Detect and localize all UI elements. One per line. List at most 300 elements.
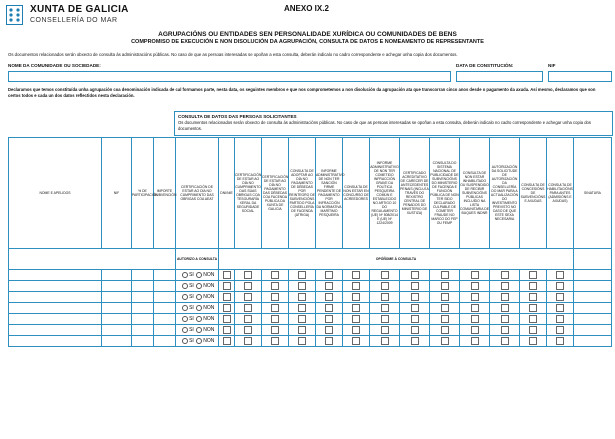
oppose-cell: [370, 336, 400, 347]
no-radio[interactable]: [196, 294, 203, 301]
column-header: CONSULTA DE CONCESIÓNS DE SUBVENCIÓNS E AXUDAS: [520, 138, 547, 249]
oppose-consult-label: OPÓÑOME Á CONSULTA: [219, 249, 574, 270]
oppose-checkbox[interactable]: [471, 271, 479, 279]
oppose-checkbox[interactable]: [223, 304, 231, 312]
member-nif-cell[interactable]: [102, 336, 132, 347]
oppose-checkbox[interactable]: [271, 271, 279, 279]
participation-cell[interactable]: [132, 314, 154, 325]
oppose-cell: [370, 281, 400, 292]
consent-header-row: [9, 249, 612, 270]
yes-label: SI: [189, 294, 194, 301]
oppose-checkbox[interactable]: [223, 326, 231, 334]
oppose-checkbox[interactable]: [244, 293, 252, 301]
yes-label: SI: [189, 327, 194, 334]
oppose-checkbox[interactable]: [529, 315, 537, 323]
oppose-cell: [262, 292, 289, 303]
community-name-label: NOME DA COMUNIDADE OU SOCIEDADE:: [8, 63, 101, 68]
oppose-checkbox[interactable]: [381, 315, 389, 323]
oppose-checkbox[interactable]: [381, 282, 389, 290]
declaration-text: Declaramos que temos constituída unha agrupación coa denominación indicada de cal formamos parte, nesta data, os seguintes membros e que nos comprometemos a non disolución da agrupación ata que transcorran cinco anos desde o pagamento da axuda. Así mesmo, declaramos que son certos todos e cada un dos datos reflectidos nesta declaración.: [8, 87, 596, 98]
yes-radio[interactable]: [182, 305, 189, 312]
subsidy-amount-cell[interactable]: [154, 336, 176, 347]
oppose-cell: [430, 292, 460, 303]
oppose-checkbox[interactable]: [298, 326, 306, 334]
participation-cell[interactable]: [132, 270, 154, 281]
annex-label: ANEXO IX.2: [284, 4, 329, 13]
oppose-checkbox[interactable]: [244, 326, 252, 334]
intro-text: Os documentos relacionados serán obxecto de consulta ás administracións públicas. No caso de que as persoas interesadas se opoñan a esta consulta, deberán indicalo no cadro correspondente e achegar unha copia dos documentos.: [8, 52, 458, 57]
oppose-cell: [219, 314, 235, 325]
signature-cell[interactable]: [574, 325, 612, 336]
oppose-checkbox[interactable]: [441, 293, 449, 301]
table-row: [9, 303, 612, 314]
member-nif-cell[interactable]: [102, 303, 132, 314]
oppose-cell: [460, 336, 490, 347]
aeat-consent-cell: [176, 314, 219, 325]
aeat-consent-cell: [176, 303, 219, 314]
oppose-cell: [490, 281, 520, 292]
oppose-checkbox[interactable]: [411, 337, 419, 345]
oppose-checkbox[interactable]: [471, 304, 479, 312]
oppose-cell: [460, 314, 490, 325]
column-header: CONSULTA DE HABILITACIÓNS PARA ANTES (ADMISIÓNS E AXUDAS): [547, 138, 574, 249]
oppose-checkbox[interactable]: [352, 271, 360, 279]
oppose-checkbox[interactable]: [244, 304, 252, 312]
no-label: NON: [203, 283, 215, 290]
oppose-cell: [460, 325, 490, 336]
oppose-checkbox[interactable]: [556, 326, 564, 334]
oppose-cell: [547, 292, 574, 303]
oppose-checkbox[interactable]: [352, 293, 360, 301]
oppose-cell: [370, 314, 400, 325]
oppose-cell: [316, 281, 343, 292]
oppose-checkbox[interactable]: [298, 337, 306, 345]
yes-radio[interactable]: [182, 327, 189, 334]
oppose-checkbox[interactable]: [529, 304, 537, 312]
member-name-cell[interactable]: [9, 325, 102, 336]
column-header: IMPORTE SUBVENCIÓN: [154, 138, 176, 249]
oppose-cell: [547, 303, 574, 314]
oppose-checkbox[interactable]: [223, 337, 231, 345]
table-row: [9, 314, 612, 325]
signature-cell[interactable]: [574, 303, 612, 314]
no-radio[interactable]: [196, 272, 203, 279]
oppose-checkbox[interactable]: [556, 337, 564, 345]
members-table: [8, 137, 612, 347]
oppose-checkbox[interactable]: [352, 326, 360, 334]
oppose-checkbox[interactable]: [411, 282, 419, 290]
oppose-cell: [289, 281, 316, 292]
oppose-checkbox[interactable]: [244, 315, 252, 323]
oppose-cell: [370, 325, 400, 336]
oppose-checkbox[interactable]: [501, 282, 509, 290]
oppose-checkbox[interactable]: [325, 326, 333, 334]
oppose-checkbox[interactable]: [325, 304, 333, 312]
oppose-cell: [316, 270, 343, 281]
oppose-cell: [262, 336, 289, 347]
subsidy-amount-cell[interactable]: [154, 292, 176, 303]
oppose-checkbox[interactable]: [411, 271, 419, 279]
table-header-row: [9, 138, 612, 249]
oppose-checkbox[interactable]: [271, 293, 279, 301]
yes-radio[interactable]: [182, 338, 189, 345]
yes-radio[interactable]: [182, 272, 189, 279]
oppose-checkbox[interactable]: [352, 304, 360, 312]
no-radio[interactable]: [196, 305, 203, 312]
oppose-cell: [430, 281, 460, 292]
oppose-cell: [520, 314, 547, 325]
column-header: % DE PARTICIPACIÓN: [132, 138, 154, 249]
participation-cell[interactable]: [132, 281, 154, 292]
oppose-cell: [430, 336, 460, 347]
column-header: NOME E APELIDOS: [9, 138, 102, 249]
oppose-checkbox[interactable]: [529, 326, 537, 334]
oppose-checkbox[interactable]: [223, 271, 231, 279]
oppose-cell: [370, 270, 400, 281]
subsidy-amount-cell[interactable]: [154, 325, 176, 336]
oppose-cell: [289, 325, 316, 336]
column-header: NIF: [102, 138, 132, 249]
oppose-checkbox[interactable]: [325, 315, 333, 323]
oppose-checkbox[interactable]: [381, 337, 389, 345]
oppose-checkbox[interactable]: [223, 315, 231, 323]
oppose-cell: [289, 270, 316, 281]
oppose-cell: [289, 336, 316, 347]
oppose-checkbox[interactable]: [298, 271, 306, 279]
signature-cell[interactable]: [574, 281, 612, 292]
table-row: [9, 281, 612, 292]
oppose-checkbox[interactable]: [471, 293, 479, 301]
member-nif-cell[interactable]: [102, 281, 132, 292]
oppose-cell: [460, 281, 490, 292]
oppose-cell: [520, 325, 547, 336]
oppose-cell: [219, 303, 235, 314]
column-header: CONSULTA DE NON ESTAR INHABILITADO OU SUSPENDIDO DE RECIBIR SUBVENCIÓNS PÚBLICAS INCLUÍDO NA LISTA COMUNITARIA DE BUQUES INDNR: [460, 138, 490, 249]
oppose-cell: [316, 314, 343, 325]
oppose-cell: [343, 336, 370, 347]
oppose-cell: [262, 325, 289, 336]
column-header: SINATURA: [574, 138, 612, 249]
participation-cell[interactable]: [132, 325, 154, 336]
signature-cell[interactable]: [574, 336, 612, 347]
member-nif-cell[interactable]: [102, 270, 132, 281]
oppose-checkbox[interactable]: [556, 293, 564, 301]
oppose-cell: [520, 292, 547, 303]
oppose-cell: [370, 303, 400, 314]
oppose-cell: [289, 314, 316, 325]
yes-label: SI: [189, 283, 194, 290]
no-radio[interactable]: [196, 316, 203, 323]
no-radio[interactable]: [196, 327, 203, 334]
oppose-cell: [316, 336, 343, 347]
oppose-checkbox[interactable]: [298, 293, 306, 301]
table-row: [9, 336, 612, 347]
oppose-cell: [520, 270, 547, 281]
oppose-checkbox[interactable]: [271, 337, 279, 345]
member-name-cell[interactable]: [9, 292, 102, 303]
oppose-checkbox[interactable]: [223, 282, 231, 290]
yes-radio[interactable]: [182, 316, 189, 323]
member-nif-cell[interactable]: [102, 314, 132, 325]
column-header: INFORME ADMINISTRATIVO DE NON TER COMETIDO INFRACCIÓN GRAVE DA POLÍTICA PESQUEIRA COMÚN E ESTABLECIDO NO ARTIGO 10 DO REGULAMENTO (UE) Nº 508/2014 E (UE) Nº 1224/2009: [370, 138, 400, 249]
oppose-cell: [430, 325, 460, 336]
column-header: CERTIFICACIÓN DE ESTAR AO DÍA NO CUMPRIMENTO DAS SÚAS OBRIGAS COA TESOURARÍA XERAL DA SEGURIDADE SOCIAL: [235, 138, 262, 249]
aeat-consent-cell: [176, 336, 219, 347]
column-header: DNI/NIE: [219, 138, 235, 249]
oppose-cell: [400, 303, 430, 314]
subsidy-amount-cell[interactable]: [154, 303, 176, 314]
oppose-checkbox[interactable]: [471, 326, 479, 334]
oppose-checkbox[interactable]: [529, 271, 537, 279]
oppose-cell: [490, 314, 520, 325]
oppose-cell: [400, 314, 430, 325]
oppose-cell: [262, 314, 289, 325]
oppose-checkbox[interactable]: [223, 293, 231, 301]
page-title: AGRUPACIÓNS OU ENTIDADES SEN PERSONALIDADE XURÍDICA OU COMUNIDADES DE BENS: [158, 31, 457, 38]
participation-cell[interactable]: [132, 292, 154, 303]
oppose-checkbox[interactable]: [298, 315, 306, 323]
oppose-checkbox[interactable]: [244, 337, 252, 345]
oppose-checkbox[interactable]: [381, 271, 389, 279]
oppose-cell: [235, 336, 262, 347]
oppose-checkbox[interactable]: [529, 282, 537, 290]
oppose-cell: [343, 270, 370, 281]
oppose-cell: [520, 281, 547, 292]
oppose-cell: [219, 292, 235, 303]
oppose-cell: [430, 303, 460, 314]
subsidy-amount-cell[interactable]: [154, 270, 176, 281]
oppose-cell: [235, 325, 262, 336]
oppose-checkbox[interactable]: [271, 304, 279, 312]
oppose-checkbox[interactable]: [411, 326, 419, 334]
oppose-checkbox[interactable]: [325, 293, 333, 301]
oppose-checkbox[interactable]: [271, 326, 279, 334]
no-radio[interactable]: [196, 283, 203, 290]
oppose-checkbox[interactable]: [441, 326, 449, 334]
oppose-cell: [490, 303, 520, 314]
oppose-cell: [490, 292, 520, 303]
oppose-cell: [262, 281, 289, 292]
yes-label: SI: [189, 338, 194, 345]
yes-radio[interactable]: [182, 283, 189, 290]
oppose-cell: [289, 303, 316, 314]
oppose-checkbox[interactable]: [352, 282, 360, 290]
subsidy-amount-cell[interactable]: [154, 314, 176, 325]
oppose-cell: [520, 303, 547, 314]
member-name-cell[interactable]: [9, 303, 102, 314]
no-label: NON: [203, 305, 215, 312]
nif-label: NIF: [548, 63, 556, 68]
no-label: NON: [203, 327, 215, 334]
oppose-cell: [343, 325, 370, 336]
member-name-cell[interactable]: [9, 281, 102, 292]
oppose-cell: [460, 270, 490, 281]
oppose-checkbox[interactable]: [501, 315, 509, 323]
oppose-checkbox[interactable]: [529, 293, 537, 301]
oppose-cell: [460, 303, 490, 314]
oppose-checkbox[interactable]: [556, 315, 564, 323]
table-row: [9, 292, 612, 303]
yes-radio[interactable]: [182, 294, 189, 301]
oppose-cell: [400, 325, 430, 336]
no-label: NON: [203, 272, 215, 279]
oppose-checkbox[interactable]: [381, 293, 389, 301]
member-name-cell[interactable]: [9, 270, 102, 281]
oppose-cell: [235, 281, 262, 292]
oppose-cell: [219, 325, 235, 336]
org-logo: [6, 3, 136, 28]
oppose-checkbox[interactable]: [501, 271, 509, 279]
oppose-checkbox[interactable]: [381, 304, 389, 312]
oppose-checkbox[interactable]: [325, 337, 333, 345]
oppose-checkbox[interactable]: [411, 304, 419, 312]
participation-cell[interactable]: [132, 303, 154, 314]
oppose-checkbox[interactable]: [529, 337, 537, 345]
oppose-cell: [430, 314, 460, 325]
community-name-field[interactable]: [8, 71, 451, 82]
oppose-checkbox[interactable]: [441, 304, 449, 312]
oppose-checkbox[interactable]: [501, 293, 509, 301]
participation-cell[interactable]: [132, 336, 154, 347]
oppose-cell: [400, 281, 430, 292]
consult-info-box: [174, 111, 613, 136]
oppose-cell: [547, 314, 574, 325]
constitution-date-field[interactable]: [456, 71, 543, 82]
oppose-cell: [343, 303, 370, 314]
nif-field[interactable]: [548, 71, 612, 82]
oppose-cell: [547, 325, 574, 336]
signature-cell[interactable]: [574, 314, 612, 325]
oppose-cell: [316, 325, 343, 336]
oppose-cell: [547, 281, 574, 292]
empty-cell: [574, 249, 612, 270]
oppose-checkbox[interactable]: [352, 315, 360, 323]
oppose-checkbox[interactable]: [352, 337, 360, 345]
oppose-checkbox[interactable]: [381, 326, 389, 334]
oppose-cell: [219, 281, 235, 292]
org-name: XUNTA DE GALICIA: [30, 4, 129, 15]
no-radio[interactable]: [196, 338, 203, 345]
oppose-checkbox[interactable]: [471, 337, 479, 345]
no-label: NON: [203, 316, 215, 323]
oppose-checkbox[interactable]: [271, 315, 279, 323]
consult-info-text: Os documentos relacionados serán obxecto de consulta ás administracións públicas. No caso de que as persoas interesadas se opoñan a esta consulta, deberán indicalo no cadro correspondente e achegar unha copia dos documentos.: [178, 120, 591, 131]
aeat-consent-cell: [176, 292, 219, 303]
oppose-cell: [520, 336, 547, 347]
oppose-checkbox[interactable]: [244, 271, 252, 279]
oppose-cell: [262, 270, 289, 281]
member-name-cell[interactable]: [9, 314, 102, 325]
oppose-cell: [460, 292, 490, 303]
oppose-cell: [547, 270, 574, 281]
oppose-cell: [316, 292, 343, 303]
oppose-checkbox[interactable]: [501, 337, 509, 345]
oppose-checkbox[interactable]: [556, 304, 564, 312]
empty-cell: [9, 249, 176, 270]
yes-label: SI: [189, 316, 194, 323]
aeat-consent-cell: [176, 325, 219, 336]
oppose-cell: [490, 325, 520, 336]
signature-cell[interactable]: [574, 270, 612, 281]
oppose-cell: [400, 336, 430, 347]
table-row: [9, 270, 612, 281]
column-header: INFORME ADMINISTRATIVO DE NON TER SANCIÓN FIRME PENDENTE DE PAGAMENTO POR INFRACCIÓN DA NORMATIVA MARÍTIMO PESQUEIRA: [316, 138, 343, 249]
oppose-checkbox[interactable]: [471, 315, 479, 323]
oppose-checkbox[interactable]: [325, 271, 333, 279]
oppose-checkbox[interactable]: [441, 271, 449, 279]
consult-info-title: CONSULTA DE DATOS DAS PERSOAS SOLICITANTES: [178, 114, 297, 119]
oppose-checkbox[interactable]: [441, 315, 449, 323]
oppose-cell: [343, 314, 370, 325]
oppose-cell: [262, 303, 289, 314]
oppose-cell: [235, 303, 262, 314]
org-department: CONSELLERÍA DO MAR: [30, 17, 118, 24]
constitution-date-label: DATA DE CONSTITUCIÓN:: [456, 63, 514, 68]
yes-label: SI: [189, 305, 194, 312]
signature-cell[interactable]: [574, 292, 612, 303]
column-header: CERTIFICACIÓN DE ESTAR AO DÍA NO PAGAMENTO DAS DÉBEDAS COA FACENDA PÚBLICA DA XUNTA DE GALICIA: [262, 138, 289, 249]
subsidy-amount-cell[interactable]: [154, 281, 176, 292]
no-label: NON: [203, 338, 215, 345]
column-header: CONSULTA DE NON ESTAR EN CONCURSO DE ACREEDORES: [343, 138, 370, 249]
oppose-cell: [370, 292, 400, 303]
oppose-cell: [343, 281, 370, 292]
oppose-cell: [235, 270, 262, 281]
column-header: CONSULTA DO SISTEMA NACIONAL DE PUBLICIDADE DE SUBVENCIÓNS DO MINISTERIO DE FACENDA E FUNCIÓN PÚBLICA DE NON TER SIDO DECLARADO CULPABLE DE COMETER FRAUDE NO MARCO DO FEP OU FEMP: [430, 138, 460, 249]
oppose-cell: [343, 292, 370, 303]
column-header: CONSULTA DE ADOPTAR AO DÍA NO PAGAMENTO DE DÉBEDAS POR REINTEGRO DE SUBVENCIÓNS PARTIDO POLA CONSELLERÍA DE FACENDA (ATRIGA): [289, 138, 316, 249]
no-label: NON: [203, 294, 215, 301]
oppose-cell: [430, 270, 460, 281]
oppose-cell: [547, 336, 574, 347]
oppose-cell: [400, 270, 430, 281]
oppose-checkbox[interactable]: [271, 282, 279, 290]
aeat-consent-cell: [176, 270, 219, 281]
authorize-consult-label: AUTORIZO A CONSULTA: [176, 249, 219, 270]
oppose-cell: [316, 303, 343, 314]
oppose-checkbox[interactable]: [298, 282, 306, 290]
oppose-checkbox[interactable]: [556, 271, 564, 279]
oppose-cell: [219, 270, 235, 281]
oppose-checkbox[interactable]: [471, 282, 479, 290]
member-nif-cell[interactable]: [102, 292, 132, 303]
member-name-cell[interactable]: [9, 336, 102, 347]
oppose-checkbox[interactable]: [501, 304, 509, 312]
oppose-cell: [235, 314, 262, 325]
member-nif-cell[interactable]: [102, 325, 132, 336]
oppose-checkbox[interactable]: [441, 337, 449, 345]
column-header: AUTORIZACIÓN DA SOLICITUDE DE AUTORIZACIÓN DA CONSELLERÍA DO MAR PARA A ACTUALIZACIÓN DO INVESTIMENTO PREVISTO NO CASO DE QUE ESTE SEXA NECESARIA: [490, 138, 520, 249]
oppose-checkbox[interactable]: [501, 326, 509, 334]
oppose-checkbox[interactable]: [411, 293, 419, 301]
oppose-checkbox[interactable]: [325, 282, 333, 290]
oppose-checkbox[interactable]: [441, 282, 449, 290]
page-subtitle: COMPROMISO DE EXECUCIÓN E NON DISOLUCIÓN DA AGRUPACIÓN, CONSULTA DE DATOS E NOMEAMENTO DE REPRESENTANTE: [131, 39, 484, 45]
oppose-checkbox[interactable]: [411, 315, 419, 323]
column-header: CERTIFICACIÓN DE ESTAR AO DÍA NO CUMPRIMENTO DAS OBRIGAS COA AEAT: [176, 138, 219, 249]
oppose-cell: [219, 336, 235, 347]
oppose-cell: [235, 292, 262, 303]
table-row: [9, 325, 612, 336]
oppose-cell: [400, 292, 430, 303]
oppose-checkbox[interactable]: [556, 282, 564, 290]
oppose-cell: [289, 292, 316, 303]
oppose-cell: [490, 270, 520, 281]
oppose-checkbox[interactable]: [244, 282, 252, 290]
column-header: CERTIFICADO ACREDITATIVO DE CARECER DE ANTECEDENTES PENAIS (INCLUÍ A TRAVÉS DO REXISTRO CENTRAL DE PENADOS DO MINISTERIO DE XUSTIZA): [400, 138, 430, 249]
oppose-checkbox[interactable]: [298, 304, 306, 312]
oppose-cell: [490, 336, 520, 347]
